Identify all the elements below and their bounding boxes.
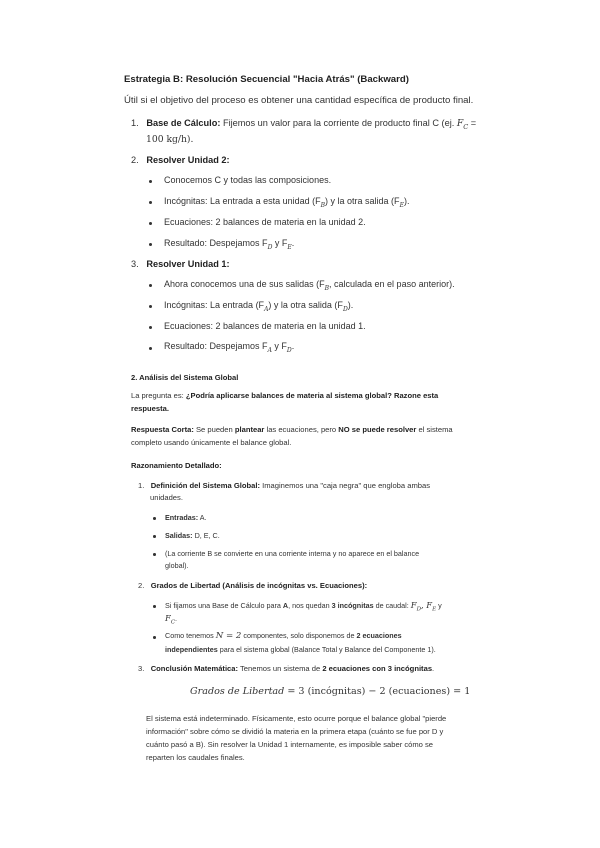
step-3-bullet-1: Ahora conocemos una de sus salidas ($F_B$, calculada en el paso anterior). — [164, 279, 455, 292]
step-1-title: Base de Cálculo: — [146, 118, 221, 128]
closing-line-3: cuánto pasó a B). Sin resolver la Unidad 1 internamente, es imposible saber cómo se — [146, 740, 434, 749]
stream-note-line-1: (La corriente B se convierte en una corriente interna y no aparece en el balance — [165, 549, 420, 558]
question-line-1: La pregunta es: ¿Podría aplicarse balances de materia al sistema global? Razone esta — [131, 391, 439, 400]
outputs-bullet: Salidas: D, E, C. — [165, 531, 220, 540]
equations-bullet-line-1: Como tenemos N = 2 componentes, solo disponemos de 2 ecuaciones — [165, 631, 402, 641]
stream-note-line-2: global). — [165, 561, 189, 570]
equations-bullet-line-2: independientes para el sistema global (Balance Total y Balance del Componente 1). — [165, 645, 436, 654]
bullet-dot — [153, 605, 156, 608]
bullet-dot — [149, 305, 152, 308]
question-line-2: respuesta. — [131, 404, 169, 413]
bullet-dot — [153, 517, 156, 520]
degrees-of-freedom-equation: Grados de Libertad = 3 (incógnitas) − 2 (ecuaciones) = 1 — [190, 686, 471, 697]
unknowns-bullet-line-1: Si fijamos una Base de Cálculo para A, nos quedan 3 incógnitas de caudal: $F_D$, $F_E$ y — [165, 600, 442, 613]
bullet-dot — [149, 243, 152, 246]
bullet-dot — [149, 180, 152, 183]
step-1: 1. Base de Cálculo: Fijemos un valor para la corriente de producto final C (ej. $F_C$ = — [131, 118, 477, 131]
reasoning-item-2: 2. Grados de Libertad (Análisis de incógnitas vs. Ecuaciones): — [138, 581, 368, 590]
step-2-bullet-2: Incógnitas: La entrada a esta unidad $(F_B)$ y la otra salida $(F_E)$. — [164, 196, 410, 209]
reasoning-item-3: 3. Conclusión Matemática: Tenemos un sistema de 2 ecuaciones con 3 incógnitas. — [138, 664, 435, 673]
step-3-bullet-3: Ecuaciones: 2 balances de materia en la unidad 1. — [164, 321, 366, 331]
short-answer-line-2: completo usando únicamente el balance global. — [131, 438, 292, 447]
step-2-title: Resolver Unidad 2: — [146, 155, 230, 165]
step-2-bullet-3: Ecuaciones: 2 balances de materia en la unidad 2. — [164, 217, 366, 227]
closing-line-2: información" sobre cómo se dividió la materia en la primera etapa (cuánto se fue por D y — [146, 727, 444, 736]
section-heading: 2. Análisis del Sistema Global — [131, 373, 239, 382]
strategy-intro: Útil si el objetivo del proceso es obtener una cantidad específica de producto final. — [124, 95, 474, 106]
strategy-title: Estrategia B: Resolución Secuencial "Hacia Atrás" (Backward) — [124, 74, 409, 85]
step-1-line2: 100 kg/h). — [146, 134, 194, 145]
bullet-dot — [149, 222, 152, 225]
closing-line-1: El sistema está indeterminado. Físicamente, esto ocurre porque el balance global "pierde — [146, 714, 447, 723]
bullet-dot — [149, 284, 152, 287]
bullet-dot — [149, 347, 152, 350]
bullet-dot — [153, 553, 156, 556]
step-3-bullet-4: Resultado: Despejamos $F_A$ y $F_D$. — [164, 341, 295, 354]
bullet-dot — [149, 326, 152, 329]
step-3-bullet-2: Incógnitas: La entrada $(F_A)$ y la otra salida $(F_D)$. — [164, 300, 354, 313]
step-3-title: Resolver Unidad 1: — [146, 259, 230, 269]
bullet-dot — [153, 535, 156, 538]
inputs-bullet: Entradas: A. — [165, 513, 207, 522]
step-2-bullet-4: Resultado: Despejamos $F_D$ y $F_E$. — [164, 238, 295, 251]
unknowns-bullet-line-2: $F_C$. — [165, 613, 178, 626]
step-3: 3. Resolver Unidad 1: — [131, 259, 230, 269]
reasoning-item-1-line2: unidades. — [150, 493, 183, 502]
reasoning-item-1: 1. Definición del Sistema Global: Imaginemos una "caja negra" que engloba ambas — [138, 481, 431, 490]
step-2-bullet-1: Conocemos C y todas las composiciones. — [164, 175, 332, 185]
reasoning-heading: Razonamiento Detallado: — [131, 461, 222, 470]
closing-line-4: reparten los caudales finales. — [146, 753, 245, 762]
bullet-dot — [153, 636, 156, 639]
bullet-dot — [149, 201, 152, 204]
short-answer-line-1: Respuesta Corta: Se pueden plantear las ecuaciones, pero NO se puede resolver el sistema — [131, 425, 453, 434]
step-2: 2. Resolver Unidad 2: — [131, 155, 230, 165]
